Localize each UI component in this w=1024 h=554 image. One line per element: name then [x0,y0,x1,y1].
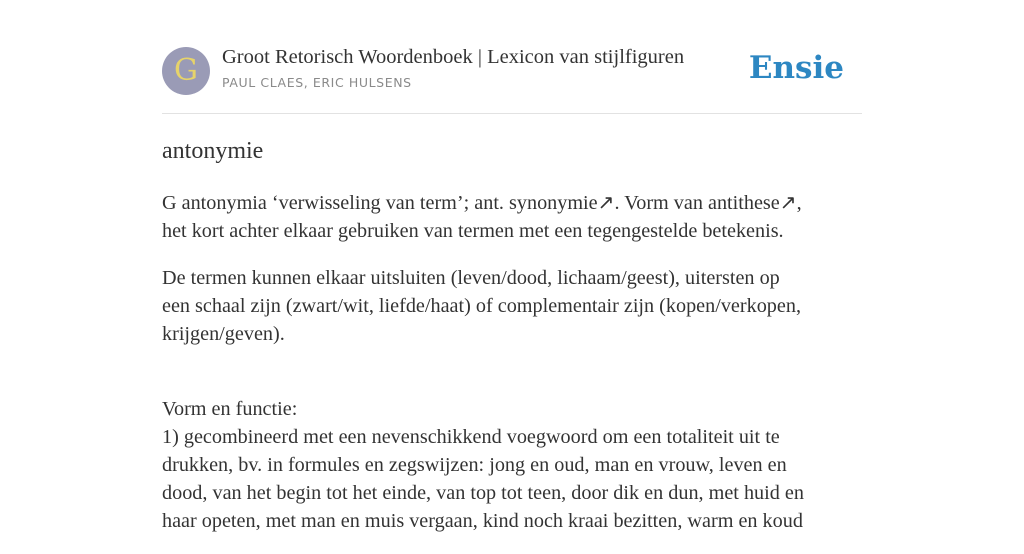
paragraph-line: De termen kunnen elkaar uitsluiten (leven/dood, lichaam/geest), uitersten op [162,267,780,289]
entry-paragraph-types [162,264,862,348]
blank-line [162,367,862,395]
section-line: 1) gecombineerd met een nevenschikkend voegwoord om een totaliteit uit te [162,426,780,448]
section-line: haar opeten, met man en muis vergaan, kind noch kraai bezitten, warm en koud [162,510,803,532]
book-header [162,45,862,97]
paragraph-line: het kort achter elkaar gebruiken van termen met een tegengestelde betekenis. [162,220,784,242]
entry-title: antonymie [162,138,264,164]
ensie-logo[interactable]: Ensie [748,50,844,86]
section-line: drukken, bv. in formules en zegswijzen: jong en oud, man en vrouw, leven en [162,454,787,476]
paragraph-line: krijgen/geven). [162,323,285,345]
paragraph-line: G antonymia ‘verwisseling van term’; ant. synonymie↗. Vorm van antithese↗, [162,192,802,214]
entry-section-form-function [162,395,862,535]
book-avatar[interactable]: G [162,47,210,95]
book-authors[interactable]: PAUL CLAES, ERIC HULSENS [222,75,412,90]
section-line: dood, van het begin tot het einde, van top tot teen, door dik en dun, met huid en [162,482,804,504]
book-title-link[interactable]: Groot Retorisch Woordenboek | Lexicon van stijlfiguren [222,46,685,68]
entry-paragraph-definition [162,189,862,245]
header-divider [162,113,862,114]
section-heading: Vorm en functie: [162,398,298,420]
paragraph-line: een schaal zijn (zwart/wit, liefde/haat) of complementair zijn (kopen/verkopen, [162,295,802,317]
entry-content [162,189,862,554]
